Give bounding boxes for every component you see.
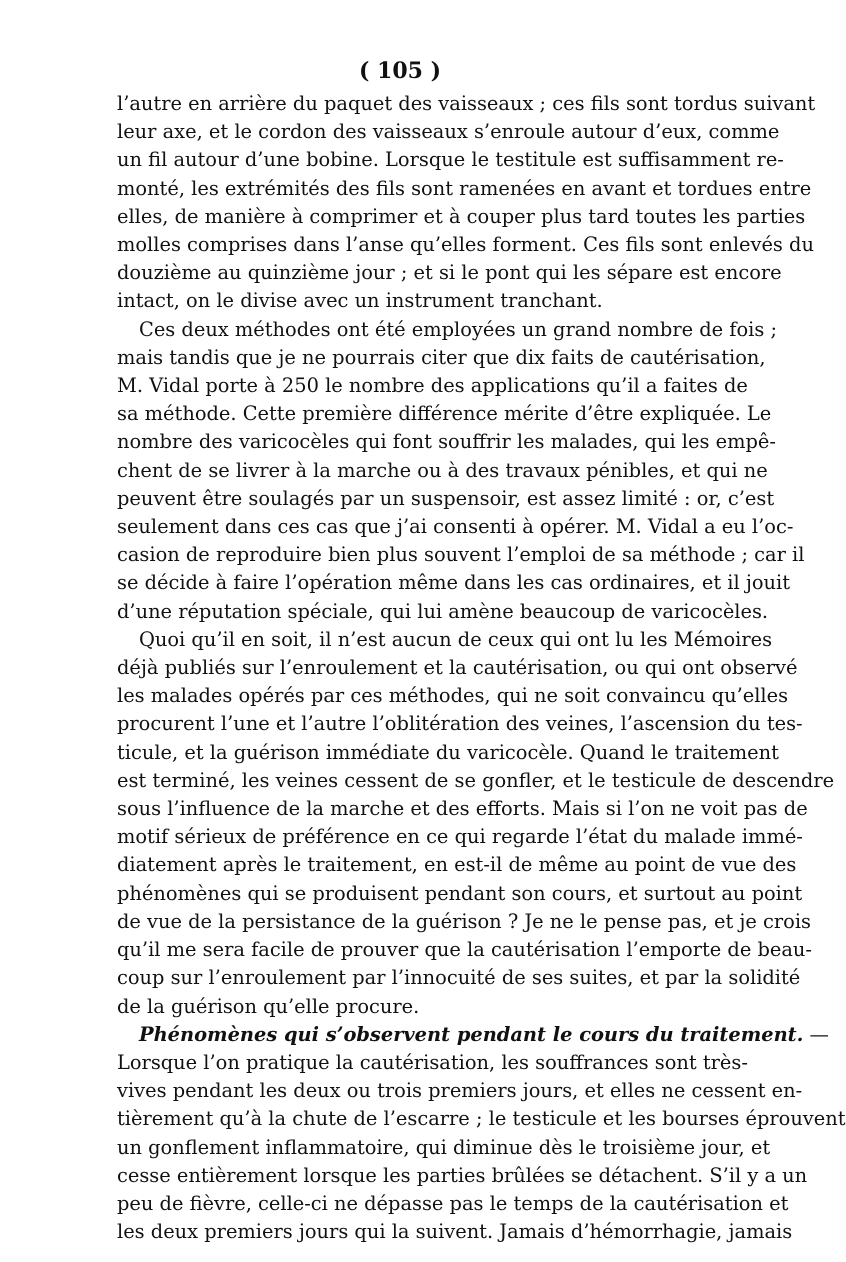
text-line: seulement dans ces cas que j’ai consenti à opérer. M. Vidal a eu l’oc- bbox=[117, 515, 794, 539]
body-text bbox=[117, 90, 846, 1246]
section-heading: Phénomènes qui s’observent pendant le cours du traitement. bbox=[139, 1022, 804, 1046]
paragraph-3 bbox=[117, 626, 835, 1021]
text-line: chent de se livrer à la marche ou à des travaux pénibles, et qui ne bbox=[117, 458, 768, 482]
text-line: molles comprises dans l’anse qu’elles forment. Ces fils sont enlevés du bbox=[117, 233, 814, 257]
text-line: mais tandis que je ne pourrais citer que dix faits de cautérisation, bbox=[117, 345, 766, 369]
text-line: nombre des varicocèles qui font souffrir les malades, qui les empê- bbox=[117, 430, 776, 454]
text-line: tièrement qu’à la chute de l’escarre ; le testicule et les bourses éprouvent bbox=[117, 1107, 846, 1131]
text-line: est terminé, les veines cessent de se gonfler, et le testicule de descendre bbox=[117, 768, 835, 792]
text-line: motif sérieux de préférence en ce qui regarde l’état du malade immé- bbox=[117, 825, 803, 849]
text-line: un fil autour d’une bobine. Lorsque le testitule est suffisamment re- bbox=[117, 148, 784, 172]
paragraph-1 bbox=[117, 90, 816, 316]
text-line: d’une réputation spéciale, qui lui amène beaucoup de varicocèles. bbox=[117, 599, 769, 623]
text-line: elles, de manière à comprimer et à couper plus tard toutes les parties bbox=[117, 204, 806, 228]
paragraph-2 bbox=[117, 316, 805, 626]
text-line: cesse entièrement lorsque les parties brûlées se détachent. S’il y a un bbox=[117, 1163, 808, 1187]
text-line: les deux premiers jours qui la suivent. Jamais d’hémorrhagie, jamais bbox=[117, 1220, 793, 1244]
text-line: peu de fièvre, celle-ci ne dépasse pas le temps de la cautérisation et bbox=[117, 1191, 789, 1215]
text-line: de la guérison qu’elle procure. bbox=[117, 994, 420, 1018]
text-line: monté, les extrémités des fils sont ramenées en avant et tordues entre bbox=[117, 176, 812, 200]
text-line: peuvent être soulagés par un suspensoir, est assez limité : or, c’est bbox=[117, 486, 775, 510]
text-line: intact, on le divise avec un instrument tranchant. bbox=[117, 289, 603, 313]
text-line: qu’il me sera facile de prouver que la cautérisation l’emporte de beau- bbox=[117, 938, 812, 962]
text-line: sous l’influence de la marche et des efforts. Mais si l’on ne voit pas de bbox=[117, 797, 808, 821]
text-line: de vue de la persistance de la guérison ? Je ne le pense pas, et je crois bbox=[117, 909, 812, 933]
text-line: l’autre en arrière du paquet des vaisseaux ; ces fils sont tordus suivant bbox=[117, 92, 816, 115]
text-line: diatement après le traitement, en est-il de même au point de vue des bbox=[117, 853, 797, 877]
text-line: sa méthode. Cette première différence mérite d’être expliquée. Le bbox=[117, 402, 772, 426]
page bbox=[117, 56, 846, 1246]
text-line: ticule, et la guérison immédiate du varicocèle. Quand le traitement bbox=[117, 740, 779, 764]
text-line: douzième au quinzième jour ; et si le pont qui les sépare est encore bbox=[117, 261, 782, 285]
text-line: un gonflement inflammatoire, qui diminue dès le troisième jour, et bbox=[117, 1135, 771, 1159]
text-line: déjà publiés sur l’enroulement et la cautérisation, ou qui ont observé bbox=[117, 656, 798, 680]
text-line: casion de reproduire bien plus souvent l’emploi de sa méthode ; car il bbox=[117, 543, 805, 567]
text-line: se décide à faire l’opération même dans les cas ordinaires, et il jouit bbox=[117, 571, 791, 595]
text-line: Ces deux méthodes ont été employées un grand nombre de fois ; bbox=[139, 317, 777, 341]
page-number: ( 105 ) bbox=[358, 58, 442, 84]
text-line: leur axe, et le cordon des vaisseaux s’enroule autour d’eux, comme bbox=[117, 120, 780, 144]
text-line: procurent l’une et l’autre l’oblitération des veines, l’ascension du tes- bbox=[117, 712, 803, 736]
text-line: Lorsque l’on pratique la cautérisation, les souffrances sont très- bbox=[117, 1050, 748, 1074]
text-line: Quoi qu’il en soit, il n’est aucun de ceux qui ont lu les Mémoires bbox=[139, 627, 773, 651]
text-line: les malades opérés par ces méthodes, qui ne soit convaincu qu’elles bbox=[117, 684, 789, 708]
text-line: phénomènes qui se produisent pendant son cours, et surtout au point bbox=[117, 881, 803, 905]
text-line: coup sur l’enroulement par l’innocuité de ses suites, et par la solidité bbox=[117, 966, 801, 990]
section-heading-line bbox=[117, 1021, 829, 1049]
text-line: M. Vidal porte à 250 le nombre des applications qu’il a faites de bbox=[117, 374, 748, 398]
text-line: vives pendant les deux ou trois premiers jours, et elles ne cessent en- bbox=[117, 1079, 803, 1103]
paragraph-4 bbox=[117, 1021, 846, 1247]
heading-dash: — bbox=[803, 1022, 829, 1046]
